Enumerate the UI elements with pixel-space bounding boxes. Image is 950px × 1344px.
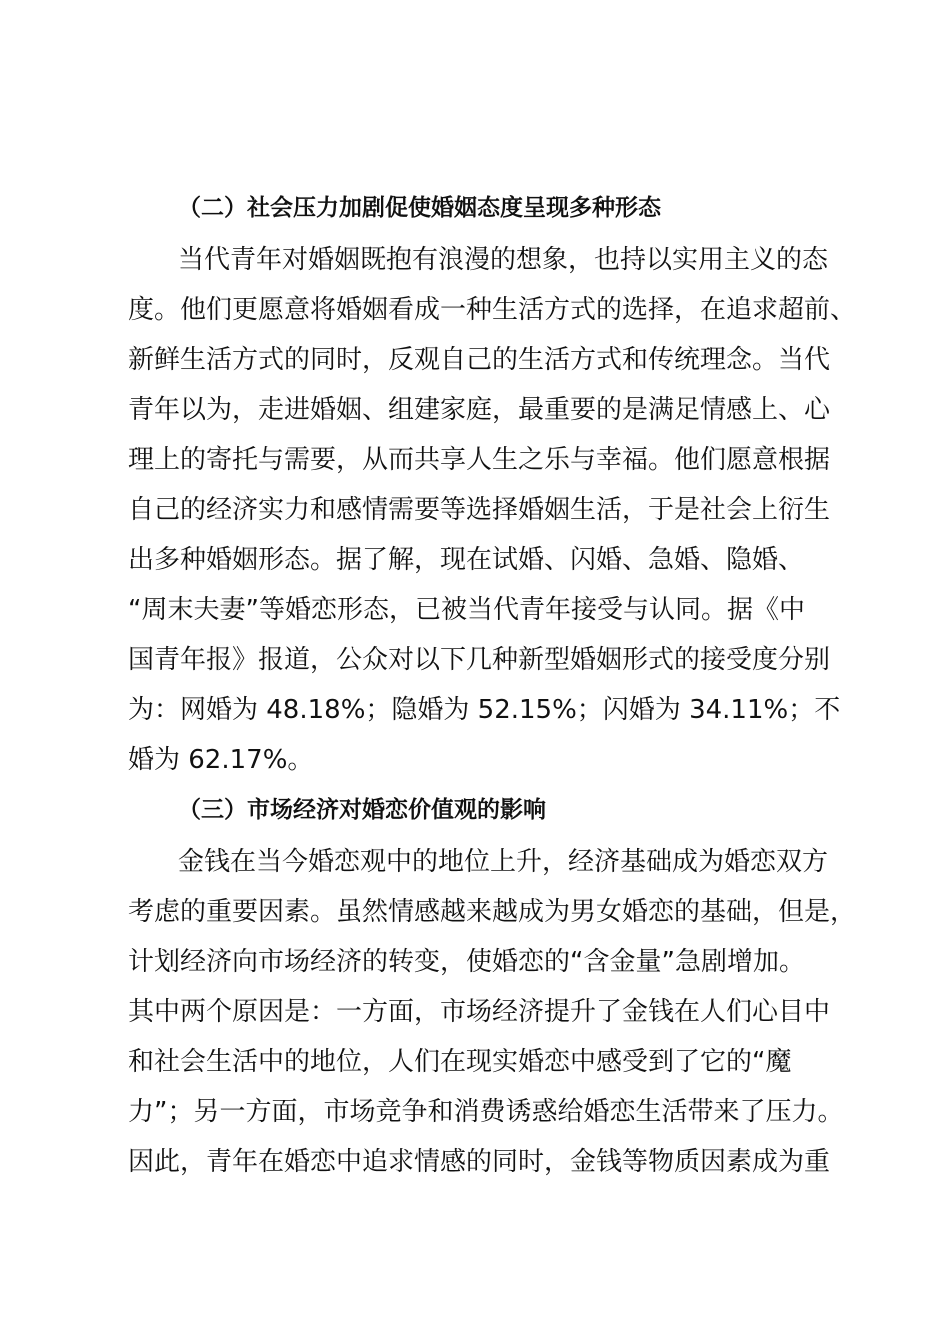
paragraph-line: 金钱在当今婚恋观中的地位上升，经济基础成为婚恋双方 <box>178 847 829 877</box>
document-body <box>128 183 857 1187</box>
paragraph-line: 为：网婚为 48.18%；隐婚为 52.15%；闪婚为 34.11%；不 <box>128 695 841 725</box>
paragraph-line: 婚为 62.17%。 <box>128 745 314 775</box>
paragraph-market-economy <box>128 837 857 1187</box>
paragraph-line: 和社会生活中的地位，人们在现实婚恋中感受到了它的“魔 <box>128 1047 792 1077</box>
paragraph-line: 考虑的重要因素。虽然情感越来越成为男女婚恋的基础，但是， <box>128 897 857 927</box>
paragraph-line: 青年以为，走进婚姻、组建家庭，最重要的是满足情感上、心 <box>128 395 831 425</box>
paragraph-line: “周末夫妻”等婚恋形态，已被当代青年接受与认同。据《中 <box>128 595 805 625</box>
paragraph-line: 自己的经济实力和感情需要等选择婚姻生活，于是社会上衍生 <box>128 495 831 525</box>
paragraph-line: 新鲜生活方式的同时，反观自己的生活方式和传统理念。当代 <box>128 345 831 375</box>
paragraph-line: 理上的寄托与需要，从而共享人生之乐与幸福。他们愿意根据 <box>128 445 831 475</box>
paragraph-line: 出多种婚姻形态。据了解，现在试婚、闪婚、急婚、隐婚、 <box>128 545 805 575</box>
paragraph-line: 其中两个原因是：一方面，市场经济提升了金钱在人们心目中 <box>128 997 831 1027</box>
section-heading-3: （三）市场经济对婚恋价值观的影响 <box>178 797 546 823</box>
section-heading-2: （二）社会压力加剧促使婚姻态度呈现多种形态 <box>178 195 661 221</box>
paragraph-line: 计划经济向市场经济的转变，使婚恋的“含金量”急剧增加。 <box>128 947 805 977</box>
paragraph-line: 因此，青年在婚恋中追求情感的同时，金钱等物质因素成为重 <box>128 1147 831 1177</box>
paragraph-line: 国青年报》报道，公众对以下几种新型婚姻形式的接受度分别 <box>128 645 831 675</box>
paragraph-line: 当代青年对婚姻既抱有浪漫的想象，也持以实用主义的态 <box>178 245 829 275</box>
paragraph-line: 力”；另一方面，市场竞争和消费诱惑给婚恋生活带来了压力。 <box>128 1097 844 1127</box>
paragraph-line: 度。他们更愿意将婚姻看成一种生活方式的选择，在追求超前、 <box>128 295 857 325</box>
paragraph-marriage-attitudes <box>128 235 857 785</box>
